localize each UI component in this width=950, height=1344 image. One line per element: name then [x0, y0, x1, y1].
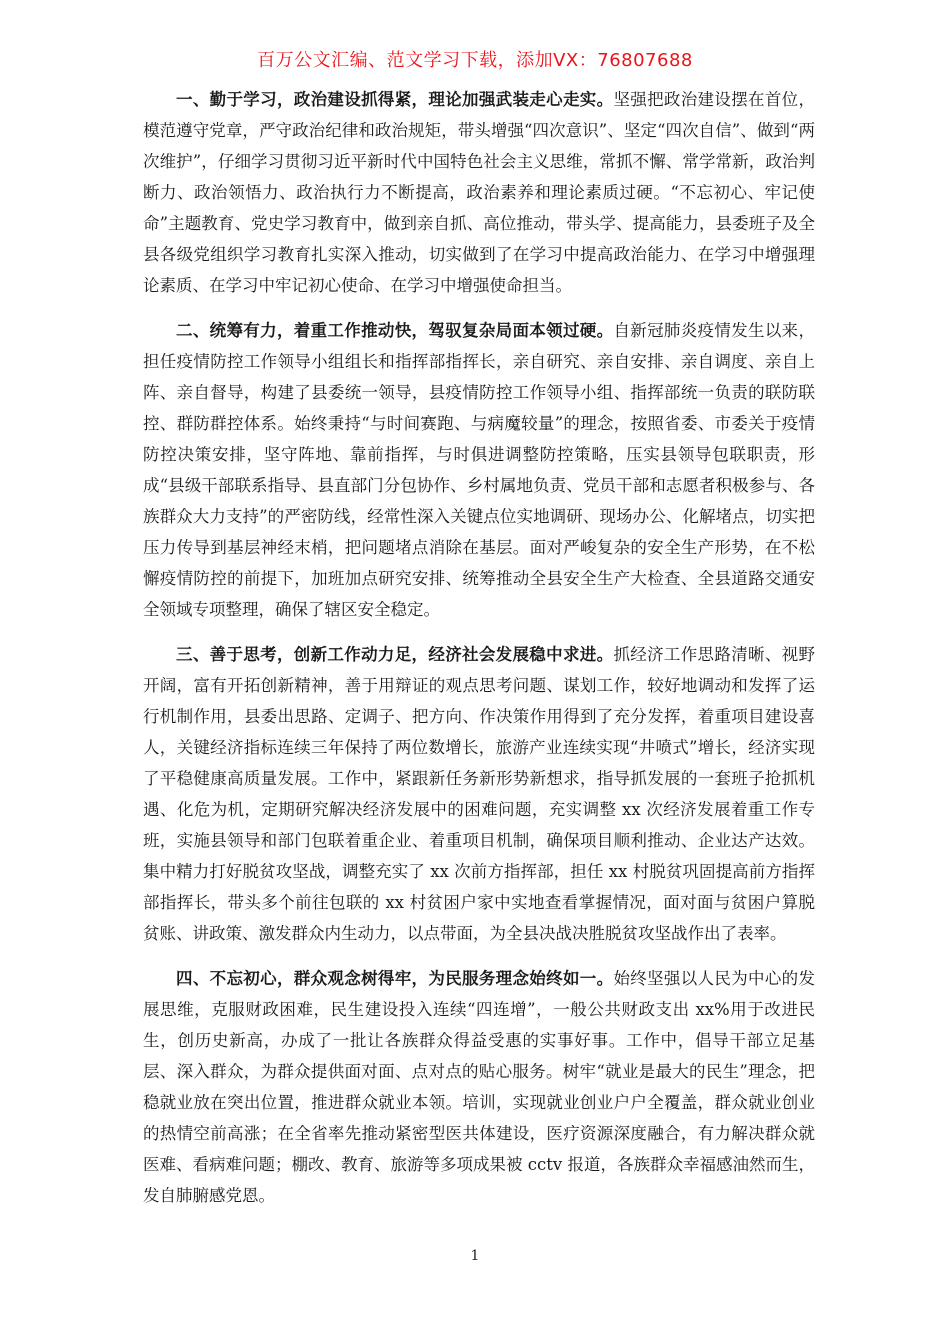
paragraph-1-text: 坚强把政治建设摆在首位，模范遵守党章，严守政治纪律和政治规矩，带头增强“四次意识”、坚定“四次自信”、做到“两次维护”，仔细学习贯彻习近平新时代中国特色社会主义思维，常抓不懈、常学常新，政治判断力、政治领悟力、政治执行力不断提高，政治素养和理论素质过硬。“不忘初心、牢记使命”主题教育、党史学习教育中，做到亲自抓、高位推动，带头学、提高能力，县委班子及全县各级党组织学习教育扎实深入推动，切实做到了在学习中提高政治能力、在学习中增强理论素质、在学习中牢记初心使命、在学习中增强使命担当。 [143, 90, 816, 295]
watermark-banner: 百万公文汇编、范文学习下载，添加VX：76807688 [257, 50, 693, 71]
paragraph-2-text: 自新冠肺炎疫情发生以来，担任疫情防控工作领导小组组长和指挥部指挥长，亲自研究、亲自安排、亲自调度、亲自上阵、亲自督导，构建了县委统一领导，县疫情防控工作领导小组、指挥部统一负责的联防联控、群防群控体系。始终秉持“与时间赛跑、与病魔较量”的理念，按照省委、市委关于疫情防控决策安排，坚守阵地、靠前指挥，与时俱进调整防控策略，压实县领导包联职责，形成“县级干部联系指导、县直部门分包协作、乡村属地负责、党员干部和志愿者积极参与、各族群众大力支持”的严密防线，经常性深入关键点位实地调研、现场办公、化解堵点，切实把压力传导到基层神经末梢，把问题堵点消除在基层。面对严峻复杂的安全生产形势，在不松懈疫情防控的前提下，加班加点研究安排、统筹推动全县安全生产大检查、全县道路交通安全领域专项整理，确保了辖区安全稳定。 [143, 321, 816, 619]
paragraph-1 [143, 84, 815, 301]
page-number: 1 [470, 1248, 480, 1264]
paragraph-3-text: 抓经济工作思路清晰、视野开阔，富有开拓创新精神，善于用辩证的观点思考问题、谋划工作，较好地调动和发挥了运行机制作用，县委出思路、定调子、把方向、作决策作用得到了充分发挥，着重项目建设喜人，关键经济指标连续三年保持了两位数增长，旅游产业连续实现“井喷式”增长，经济实现了平稳健康高质量发展。工作中，紧跟新任务新形势新想求，指导抓发展的一套班子抢抓机遇、化危为机，定期研究解决经济发展中的困难问题，充实调整 xx 次经济发展着重工作专班，实施县领导和部门包联着重企业、着重项目机制，确保项目顺利推动、企业达产达效。集中精力打好脱贫攻坚战，调整充实了 xx 次前方指挥部，担任 xx 村脱贫巩固提高前方指挥部指挥长，带头多个前往包联的 xx 村贫困户家中实地查看掌握情况，面对面与贫困户算脱贫账、讲政策、激发群众内生动力，以点带面，为全县决战决胜脱贫攻坚战作出了表率。 [143, 645, 816, 943]
paragraph-3 [143, 639, 815, 949]
paragraph-4 [143, 963, 815, 1211]
paragraph-4-heading: 四、不忘初心，群众观念树得牢，为民服务理念始终如一。 [176, 969, 614, 988]
paragraph-2 [143, 315, 815, 625]
paragraph-1-heading: 一、勤于学习，政治建设抓得紧，理论加强武装走心走实。 [176, 90, 614, 109]
document-body [143, 84, 815, 1225]
paragraph-4-text: 始终坚强以人民为中心的发展思维，克服财政困难，民生建设投入连续“四连增”，一般公共财政支出 xx%用于改进民生，创历史新高，办成了一批让各族群众得益受惠的实事好事。工作中，倡导干部立足基层、深入群众，为群众提供面对面、点对点的贴心服务。树牢“就业是最大的民生”理念，把稳就业放在突出位置，推进群众就业本领。培训，实现就业创业户户全覆盖，群众就业创业的热情空前高涨；在全省率先推动紧密型医共体建设，医疗资源深度融合，有力解决群众就医难、看病难问题；棚改、教育、旅游等多项成果被 cctv 报道，各族群众幸福感油然而生，发自肺腑感党恩。 [143, 969, 816, 1205]
paragraph-2-heading: 二、统筹有力，着重工作推动快，驾驭复杂局面本领过硬。 [176, 321, 614, 340]
paragraph-3-heading: 三、善于思考，创新工作动力足，经济社会发展稳中求进。 [176, 645, 614, 664]
